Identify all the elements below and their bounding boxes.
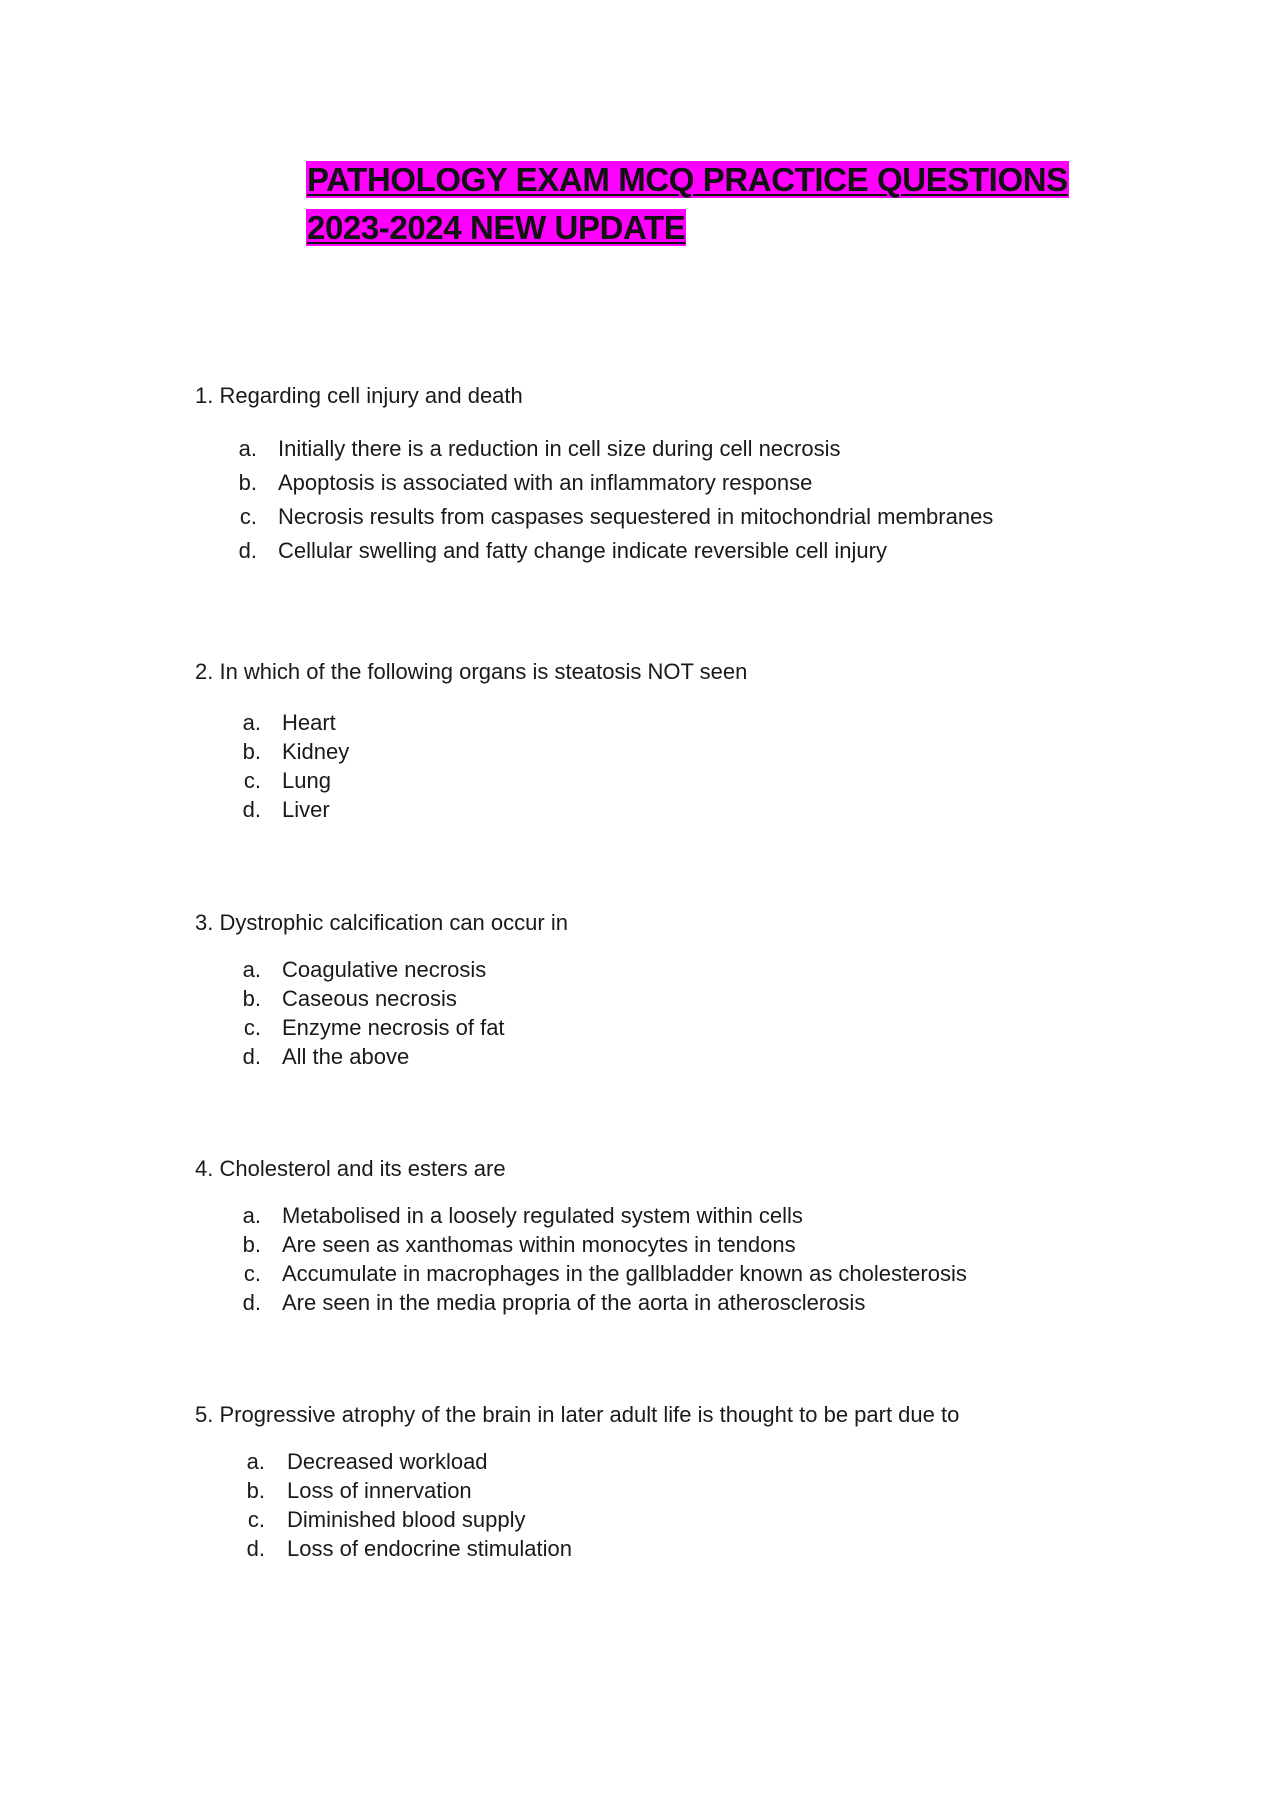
option-text: Initially there is a reduction in cell size during cell necrosis — [278, 436, 841, 461]
title-line-1-text: PATHOLOGY EXAM MCQ PRACTICE QUESTIONS — [307, 161, 1068, 198]
question-5-option-c — [195, 1505, 1155, 1534]
document-title — [306, 156, 1106, 252]
option-letter: c. — [243, 768, 261, 793]
question-2-options — [195, 686, 1155, 824]
question-3-option-d — [195, 1042, 1155, 1071]
option-letter: b. — [242, 1232, 261, 1257]
option-text: Coagulative necrosis — [282, 957, 487, 982]
question-5-options — [195, 1429, 1155, 1563]
question-3-options — [195, 937, 1155, 1071]
option-text: Necrosis results from caspases sequestered in mitochondrial membranes — [278, 504, 994, 529]
option-letter: a. — [238, 436, 257, 461]
question-4-option-b — [195, 1230, 1155, 1259]
option-letter: b. — [238, 470, 257, 495]
option-text: Kidney — [282, 739, 350, 764]
question-1 — [195, 382, 1155, 568]
option-letter: c. — [247, 1507, 265, 1532]
option-text: Metabolised in a loosely regulated system within cells — [282, 1203, 803, 1228]
question-3-option-a — [195, 955, 1155, 984]
question-1-option-a — [195, 432, 1155, 466]
title-line-1 — [306, 156, 1106, 204]
option-text: Caseous necrosis — [282, 986, 457, 1011]
option-text: Apoptosis is associated with an inflammatory response — [278, 470, 813, 495]
option-letter: b. — [246, 1478, 265, 1503]
option-text: Heart — [282, 710, 336, 735]
question-2-option-b — [195, 737, 1155, 766]
option-text: Accumulate in macrophages in the gallbladder known as cholesterosis — [282, 1261, 967, 1286]
question-1-text: 1. Regarding cell injury and death — [195, 383, 523, 408]
option-letter: a. — [246, 1449, 265, 1474]
option-text: Liver — [282, 797, 330, 822]
option-letter: d. — [242, 1290, 261, 1315]
option-letter: c. — [239, 504, 257, 529]
question-5-option-a — [195, 1447, 1155, 1476]
question-4-option-c — [195, 1259, 1155, 1288]
option-text: All the above — [282, 1044, 410, 1069]
option-text: Diminished blood supply — [287, 1507, 526, 1532]
question-1-option-c — [195, 500, 1155, 534]
question-1-options — [195, 410, 1155, 568]
question-2-text: 2. In which of the following organs is steatosis NOT seen — [195, 659, 748, 684]
option-text: Decreased workload — [287, 1449, 488, 1474]
option-letter: a. — [242, 710, 261, 735]
question-3-option-b — [195, 984, 1155, 1013]
question-3-option-c — [195, 1013, 1155, 1042]
option-letter: d. — [238, 538, 257, 563]
question-4-option-d — [195, 1288, 1155, 1317]
option-letter: b. — [242, 986, 261, 1011]
option-letter: c. — [243, 1015, 261, 1040]
question-4-options — [195, 1183, 1155, 1317]
option-letter: b. — [242, 739, 261, 764]
option-letter: d. — [242, 1044, 261, 1069]
title-line-2 — [306, 204, 1106, 252]
question-1-option-b — [195, 466, 1155, 500]
question-5-option-b — [195, 1476, 1155, 1505]
question-5-option-d — [195, 1534, 1155, 1563]
question-2 — [195, 658, 1155, 824]
question-2-option-d — [195, 795, 1155, 824]
option-letter: a. — [242, 1203, 261, 1228]
question-5 — [195, 1401, 1155, 1563]
question-3-text: 3. Dystrophic calcification can occur in — [195, 910, 568, 935]
option-text: Are seen as xanthomas within monocytes in tendons — [282, 1232, 796, 1257]
title-line-2-text: 2023-2024 NEW UPDATE — [307, 209, 686, 246]
option-letter: a. — [242, 957, 261, 982]
option-letter: d. — [246, 1536, 265, 1561]
option-text: Loss of innervation — [287, 1478, 472, 1503]
question-2-option-c — [195, 766, 1155, 795]
question-4-text: 4. Cholesterol and its esters are — [195, 1156, 506, 1181]
question-2-option-a — [195, 708, 1155, 737]
question-4-option-a — [195, 1201, 1155, 1230]
question-5-text: 5. Progressive atrophy of the brain in later adult life is thought to be part due to — [195, 1402, 960, 1427]
option-text: Enzyme necrosis of fat — [282, 1015, 505, 1040]
question-4 — [195, 1155, 1155, 1317]
option-text: Cellular swelling and fatty change indicate reversible cell injury — [278, 538, 887, 563]
option-text: Loss of endocrine stimulation — [287, 1536, 572, 1561]
option-text: Are seen in the media propria of the aorta in atherosclerosis — [282, 1290, 866, 1315]
question-1-option-d — [195, 534, 1155, 568]
option-letter: d. — [242, 797, 261, 822]
option-letter: c. — [243, 1261, 261, 1286]
question-3 — [195, 909, 1155, 1071]
option-text: Lung — [282, 768, 331, 793]
